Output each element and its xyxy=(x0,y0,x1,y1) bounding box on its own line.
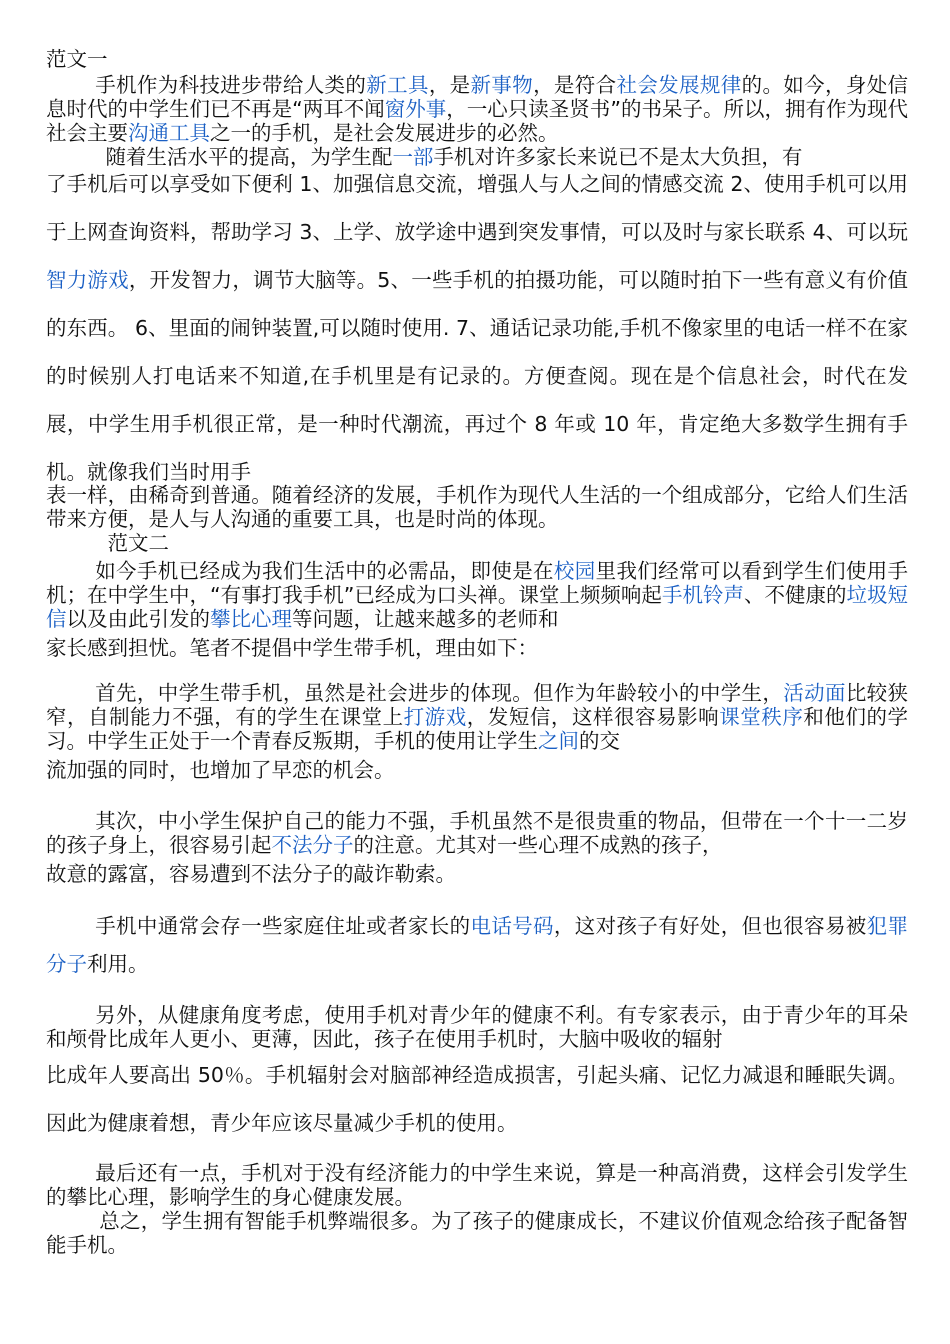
essay2-paragraph-3-closing xyxy=(46,855,908,893)
essay2-paragraph-1-opening xyxy=(46,559,908,631)
text-run: 最后还有一点，手机对于没有经济能力的中学生来说，算是一种高消费，这样会引发学生的攀比心理，影响学生的身心健康发展。 xyxy=(46,1161,908,1209)
keyword-link[interactable]: 新工具 xyxy=(366,73,429,97)
text-run: 随着生活水平的提高，为学生配 xyxy=(105,145,393,169)
text-run: 的。如今，身处信息时代的中学生们已不再是“两耳不闻 xyxy=(46,73,909,121)
text-run: 等问题，让越来越多的老师和 xyxy=(292,607,559,631)
text-run: ，发短信，这样很容易影响 xyxy=(466,705,720,729)
keyword-link[interactable]: 攀比心理 xyxy=(210,607,292,631)
text-run: 以及由此引发的 xyxy=(66,607,210,631)
text-run: 利用。 xyxy=(87,952,149,976)
keyword-link[interactable]: 电话号码 xyxy=(470,914,554,938)
keyword-link[interactable]: 犯罪分子 xyxy=(46,914,909,976)
text-run: ，是 xyxy=(428,73,471,97)
text-run: 了手机后可以享受如下便利 1、加强信息交流，增强人与人之间的情感交流 2、使用手机可以用于上网查询资料，帮助学习 3、上学、放学途中遇到突发事情，可以及时与家长联系 4、可以玩 xyxy=(46,172,908,244)
text-run: 、不健康的 xyxy=(743,583,847,607)
text-run: 手机作为科技进步带给人类的 xyxy=(95,73,367,97)
keyword-link[interactable]: 课堂秩序 xyxy=(719,705,804,729)
text-run: ，是符合 xyxy=(533,73,617,97)
keyword-link[interactable]: 一部 xyxy=(392,145,434,169)
keyword-link[interactable]: 新事物 xyxy=(470,73,534,97)
text-run: 流加强的同时，也增加了早恋的机会。 xyxy=(46,758,395,782)
essay2-paragraph-5-closing xyxy=(46,1051,908,1147)
text-run: 总之，学生拥有智能手机弊端很多。为了孩子的健康成长，不建议价值观念给孩子配备智能手机。 xyxy=(46,1209,908,1257)
keyword-link[interactable]: 活动面 xyxy=(783,681,846,705)
text-run: 比较狭窄，自制能力不强，有的学生在课堂上 xyxy=(46,681,909,729)
keyword-link[interactable]: 沟通工具 xyxy=(128,121,210,145)
text-run: 的交 xyxy=(579,729,620,753)
text-run: 其次，中小学生保护自己的能力不强，手机虽然不是很贵重的物品，但带在一个十一二岁的孩子身上，很容易引起 xyxy=(46,809,908,857)
text-run: 故意的露富，容易遭到不法分子的敲诈勒索。 xyxy=(46,862,456,886)
text-run: 的注意。尤其对一些心理不成熟的孩子， xyxy=(353,833,723,857)
text-run: 比成年人要高出 50％。手机辐射会对脑部神经造成损害，引起头痛、记忆力减退和睡眠失调。因此为健康着想，青少年应该尽量减少手机的使用。 xyxy=(46,1063,908,1135)
keyword-link[interactable]: 不法分子 xyxy=(271,833,354,857)
essay2-paragraph-1-closing xyxy=(46,629,908,667)
essay1-paragraph-1 xyxy=(46,73,908,145)
keyword-link[interactable]: 社会发展规律 xyxy=(616,73,742,97)
keyword-link[interactable]: 手机铃声 xyxy=(661,583,744,607)
essay2-paragraph-3-opening xyxy=(46,809,908,857)
text-run: 另外，从健康角度考虑，使用手机对青少年的健康不利。有专家表示，由于青少年的耳朵和颅骨比成年人更小、更薄，因此，孩子在使用手机时，大脑中吸收的辐射 xyxy=(46,1003,908,1051)
keyword-link[interactable]: 窗外事 xyxy=(384,97,447,121)
keyword-link[interactable]: 垃圾短信 xyxy=(46,583,909,631)
text-run: 表一样，由稀奇到普通。随着经济的发展，手机作为现代人生活的一个组成部分，它给人们生活带来方便，是人与人沟通的重要工具，也是时尚的体现。 xyxy=(46,483,908,531)
essay2-paragraph-5-opening xyxy=(46,1003,908,1051)
keyword-link[interactable]: 之间 xyxy=(538,729,579,753)
text-run: 家长感到担忧。笔者不提倡中学生带手机，理由如下： xyxy=(46,636,538,660)
essay1-heading: 范文一 xyxy=(46,47,108,71)
document-page xyxy=(46,46,908,1257)
essay2-paragraph-2-opening xyxy=(46,681,908,753)
text-run: 手机对许多家长来说已不是太大负担，有 xyxy=(433,145,803,169)
text-run: 首先，中学生带手机，虽然是社会进步的体现。但作为年龄较小的中学生， xyxy=(95,681,784,705)
essay2-paragraph-4 xyxy=(46,907,908,983)
essay2-paragraph-7 xyxy=(46,1209,908,1257)
keyword-link[interactable]: 智力游戏 xyxy=(46,268,129,292)
text-run: 和他们的学习。中学生正处于一个青春反叛期，手机的使用让学生 xyxy=(46,705,909,753)
text-run: 手机中通常会存一些家庭住址或者家长的 xyxy=(95,914,471,938)
essay2-paragraph-2-closing xyxy=(46,751,908,789)
essay2-heading: 范文二 xyxy=(107,531,169,555)
text-run: ，这对孩子有好处，但也很容易被 xyxy=(553,914,867,938)
text-run: ，一心只读圣贤书”的书呆子。所以，拥有作为现代社会主要 xyxy=(46,97,909,145)
keyword-link[interactable]: 打游戏 xyxy=(403,705,467,729)
text-run: 里我们经常可以看到学生们使用手机；在中学生中，“有事打我手机”已经成为口头禅。课堂上频频响起 xyxy=(46,559,909,607)
essay2-paragraph-6 xyxy=(46,1161,908,1209)
keyword-link[interactable]: 校园 xyxy=(553,559,596,583)
text-run: 如今手机已经成为我们生活中的必需品，即使是在 xyxy=(95,559,554,583)
essay1-paragraph-2-body xyxy=(46,160,908,496)
essay1-paragraph-2-closing xyxy=(46,483,908,531)
text-run: ，开发智力，调节大脑等。5、一些手机的拍摄功能，可以随时拍下一些有意义有价值的东西。 6、里面的闹钟装置,可以随时使用. 7、通话记录功能,手机不像家里的电话一样不在家的时候别人打电话来不知道,在手机里是有记录的。方便查阅。现在是个信息社会，时代在发展，中学生用手机很正常，是一种时代潮流，再过个 8 年或 10 年，肯定绝大多数学生拥有手机。就像我们当时用手 xyxy=(46,268,908,484)
text-run: 之一的手机，是社会发展进步的必然。 xyxy=(210,121,559,145)
